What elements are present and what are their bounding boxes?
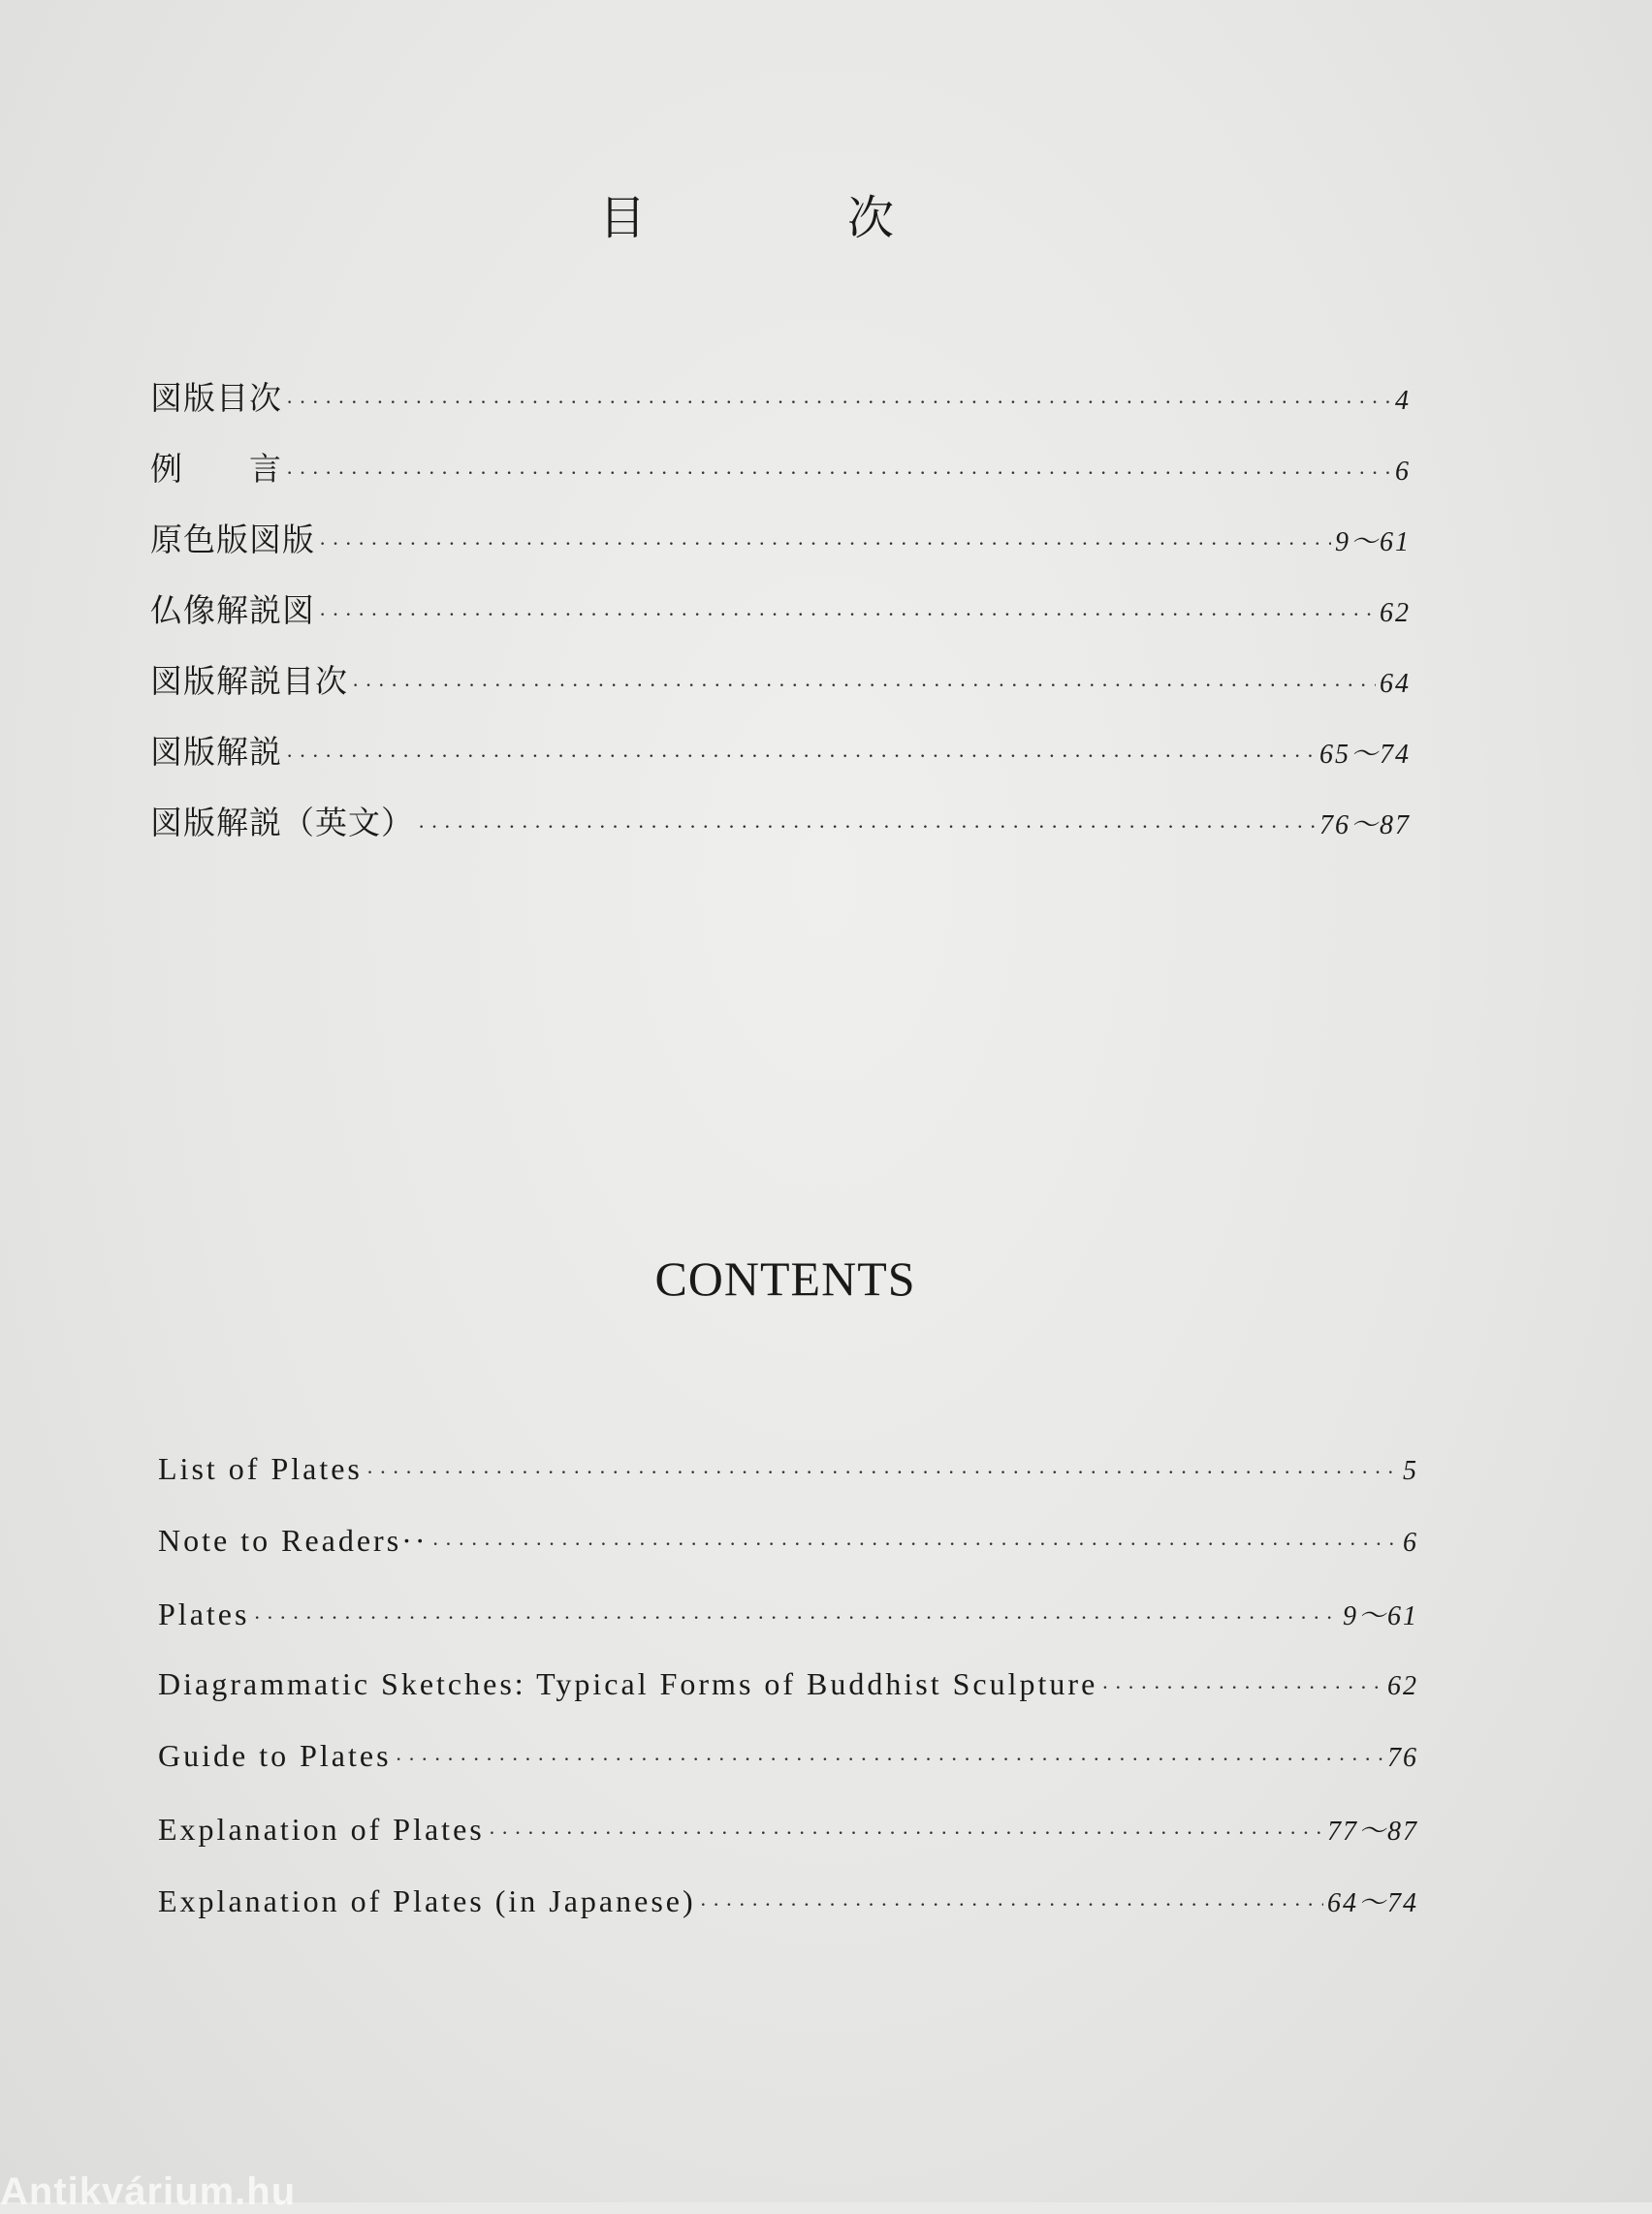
- toc-entry-label: 図版解説: [150, 733, 282, 771]
- dot-leader: [319, 602, 1376, 627]
- toc-entry-label: 図版解説（英文）: [150, 804, 414, 841]
- dot-leader: [1101, 1675, 1383, 1700]
- toc-entry-page: 9～61: [1334, 527, 1411, 557]
- english-contents-title: CONTENTS: [654, 1251, 916, 1306]
- toc-entry: [150, 798, 1411, 869]
- toc-entry-page: 77～87: [1326, 1817, 1418, 1847]
- dot-leader: [431, 1532, 1399, 1557]
- toc-entry: [158, 1882, 1418, 1953]
- toc-entry: [150, 373, 1411, 444]
- toc-entry-page: 62: [1380, 598, 1411, 628]
- toc-entry-label: Guide to Plates: [158, 1738, 392, 1773]
- toc-entry: [158, 1738, 1418, 1810]
- toc-entry-label: 原色版図版: [150, 521, 315, 558]
- japanese-contents-title: 目 次: [598, 191, 971, 245]
- toc-entry: [150, 444, 1411, 515]
- toc-entry-label: Explanation of Plates (in Japanese): [158, 1883, 696, 1918]
- toc-entry-label: Explanation of Plates: [158, 1812, 485, 1847]
- toc-entry-label: 図版目次: [150, 379, 282, 417]
- toc-entry-label: Note to Readers··: [158, 1523, 429, 1558]
- toc-entry-page: 65～74: [1318, 740, 1411, 770]
- toc-entry-label: 例 言: [150, 450, 282, 488]
- toc-entry: [158, 1666, 1418, 1738]
- toc-entry: [150, 515, 1411, 585]
- dot-leader: [700, 1892, 1323, 1917]
- dot-leader: [366, 1460, 1399, 1485]
- toc-entry-page: 4: [1395, 386, 1411, 416]
- toc-entry-label: List of Plates: [158, 1451, 363, 1486]
- dot-leader: [489, 1820, 1323, 1846]
- english-toc-list: [158, 1451, 1418, 1953]
- toc-entry-page: 64: [1380, 669, 1411, 699]
- toc-entry: [150, 585, 1411, 656]
- toc-entry-label: Plates: [158, 1597, 250, 1631]
- dot-leader: [286, 460, 1391, 486]
- dot-leader: [253, 1605, 1339, 1630]
- toc-entry: [150, 727, 1411, 798]
- toc-entry-page: 76～87: [1318, 810, 1411, 840]
- toc-entry: [158, 1595, 1418, 1666]
- toc-entry-page: 76: [1387, 1743, 1418, 1773]
- toc-entry-page: 6: [1395, 457, 1411, 487]
- toc-entry-page: 5: [1403, 1456, 1418, 1486]
- toc-entry: [158, 1523, 1418, 1595]
- toc-entry-label: Diagrammatic Sketches: Typical Forms of Buddhist Sculpture: [158, 1666, 1098, 1701]
- dot-leader: [286, 743, 1316, 769]
- dot-leader: [319, 531, 1331, 556]
- dot-leader: [396, 1747, 1383, 1772]
- toc-entry-page: 64～74: [1326, 1888, 1418, 1918]
- toc-entry-label: 図版解説目次: [150, 662, 348, 700]
- dot-leader: [418, 814, 1316, 839]
- watermark: Antikvárium.hu: [0, 2170, 297, 2213]
- dot-leader: [286, 390, 1391, 415]
- toc-entry-label: 仏像解説図: [150, 591, 315, 629]
- japanese-toc-list: [150, 373, 1411, 869]
- toc-entry: [158, 1451, 1418, 1523]
- toc-entry: [158, 1810, 1418, 1882]
- toc-entry: [150, 656, 1411, 727]
- toc-entry-page: 9～61: [1342, 1601, 1418, 1631]
- dot-leader: [352, 673, 1376, 698]
- toc-entry-page: 62: [1387, 1671, 1418, 1701]
- toc-entry-page: 6: [1403, 1528, 1418, 1558]
